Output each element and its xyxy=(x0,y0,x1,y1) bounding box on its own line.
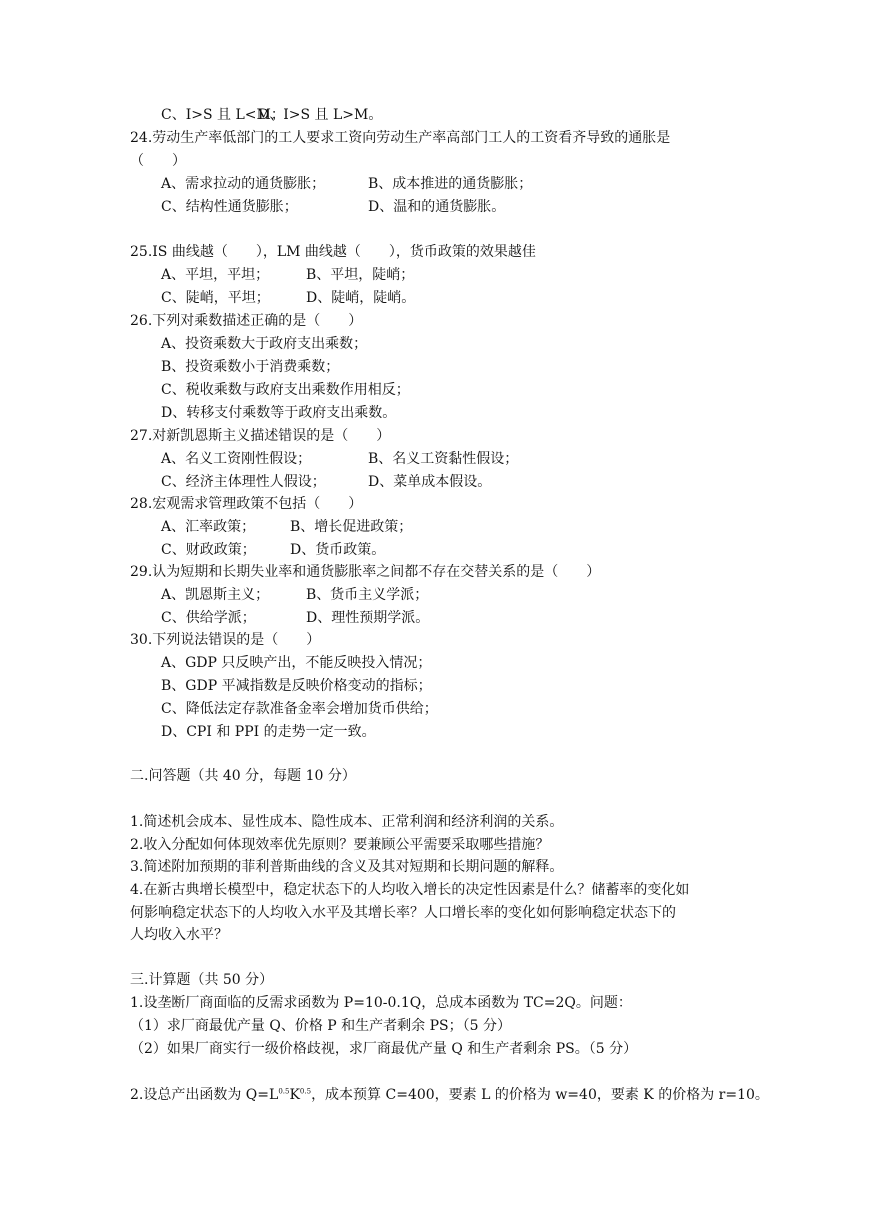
q29-option-d: D、理性预期学派。 xyxy=(306,610,430,626)
q24-option-c: C、结构性通货膨胀； xyxy=(161,199,298,215)
section3-question-1-part2: （2）如果厂商实行一级价格歧视，求厂商最优产量 Q 和生产者剩余 PS。（5 分） xyxy=(130,1041,638,1057)
q2-text-prefix: 2.设总产出函数为 Q=L xyxy=(130,1087,279,1103)
q27-option-b: B、名义工资黏性假设； xyxy=(368,451,519,467)
q24-stem-continued: （ ） xyxy=(130,153,186,169)
q27-option-c: C、经济主体理性人假设； xyxy=(161,474,326,490)
section2-question-4-line2: 何影响稳定状态下的人均收入水平及其增长率？人口增长率的变化如何影响稳定状态下的 xyxy=(130,905,676,921)
q28-option-d: D、货币政策。 xyxy=(290,542,386,558)
q29-option-b: B、货币主义学派； xyxy=(306,587,429,603)
q2-text-suffix: ，成本预算 C=400，要素 L 的价格为 w=40，要素 K 的价格为 r=10。 xyxy=(311,1087,769,1103)
q27-option-d: D、菜单成本假设。 xyxy=(368,474,492,490)
section2-question-2: 2.收入分配如何体现效率优先原则？要兼顾公平需要采取哪些措施？ xyxy=(130,837,550,853)
section2-heading: 二.问答题（共 40 分，每题 10 分） xyxy=(130,768,356,784)
section3-question-2 xyxy=(130,1085,769,1105)
q28-option-a: A、汇率政策； xyxy=(161,519,256,535)
section2-question-4: 4.在新古典增长模型中，稳定状态下的人均收入增长的决定性因素是什么？储蓄率的变化如 xyxy=(130,882,690,898)
q30-option-b: B、GDP 平减指数是反映价格变动的指标； xyxy=(161,678,432,694)
section2-question-1: 1.简述机会成本、显性成本、隐性成本、正常利润和经济利润的关系。 xyxy=(130,814,564,830)
q28-option-b: B、增长促进政策； xyxy=(290,519,413,535)
exponent-k: 0.5 xyxy=(299,1087,312,1096)
q25-option-d: D、陡峭，陡峭。 xyxy=(306,290,416,306)
q28-stem: 28.宏观需求管理政策不包括（ ） xyxy=(130,496,363,512)
q24-stem: 24.劳动生产率低部门的工人要求工资向劳动生产率高部门工人的工资看齐导致的通胀是 xyxy=(130,130,671,146)
q27-option-a: A、名义工资刚性假设； xyxy=(161,451,312,467)
q29-stem: 29.认为短期和长期失业率和通货膨胀率之间都不存在交替关系的是（ ） xyxy=(130,564,601,580)
q24-option-d: D、温和的通货膨胀。 xyxy=(368,199,506,215)
q29-option-a: A、凯恩斯主义； xyxy=(161,587,270,603)
q23-option-c: C、I>S 且 L<M； xyxy=(161,107,285,123)
q24-option-a: A、需求拉动的通货膨胀； xyxy=(161,176,326,192)
section3-heading: 三.计算题（共 50 分） xyxy=(130,972,274,988)
q26-option-c: C、税收乘数与政府支出乘数作用相反； xyxy=(161,382,410,398)
q28-option-c: C、财政政策； xyxy=(161,542,256,558)
q27-stem: 27.对新凯恩斯主义描述错误的是（ ） xyxy=(130,428,391,444)
q30-stem: 30.下列说法错误的是（ ） xyxy=(130,632,321,648)
q24-option-b: B、成本推进的通货膨胀； xyxy=(368,176,533,192)
q25-option-b: B、平坦，陡峭； xyxy=(306,267,415,283)
q26-option-b: B、投资乘数小于消费乘数； xyxy=(161,359,340,375)
q25-option-a: A、平坦，平坦； xyxy=(161,267,270,283)
q29-option-c: C、供给学派； xyxy=(161,610,256,626)
q26-stem: 26.下列对乘数描述正确的是（ ） xyxy=(130,313,363,329)
section2-question-3: 3.简述附加预期的菲利普斯曲线的含义及其对短期和长期问题的解释。 xyxy=(130,859,564,875)
section3-question-1-stem: 1.设垄断厂商面临的反需求函数为 P=10-0.1Q，总成本函数为 TC=2Q。问题： xyxy=(130,995,632,1011)
q2-text-mid: K xyxy=(289,1087,300,1103)
q30-option-a: A、GDP 只反映产出，不能反映投入情况； xyxy=(161,655,432,671)
q25-stem: 25.IS 曲线越（ ），LM 曲线越（ ），货币政策的效果越佳 xyxy=(130,244,536,260)
q30-option-d: D、CPI 和 PPI 的走势一定一致。 xyxy=(161,724,376,740)
section2-question-4-line3: 人均收入水平？ xyxy=(130,927,228,943)
q26-option-d: D、转移支付乘数等于政府支出乘数。 xyxy=(161,405,397,421)
section3-question-1-part1: （1）求厂商最优产量 Q、价格 P 和生产者剩余 PS；（5 分） xyxy=(130,1018,511,1034)
q23-option-d: D、I>S 且 L>M。 xyxy=(258,107,383,123)
exponent-l: 0.5 xyxy=(278,1087,290,1096)
q25-option-c: C、陡峭，平坦； xyxy=(161,290,270,306)
q30-option-c: C、降低法定存款准备金率会增加货币供给； xyxy=(161,701,438,717)
q26-option-a: A、投资乘数大于政府支出乘数； xyxy=(161,336,368,352)
